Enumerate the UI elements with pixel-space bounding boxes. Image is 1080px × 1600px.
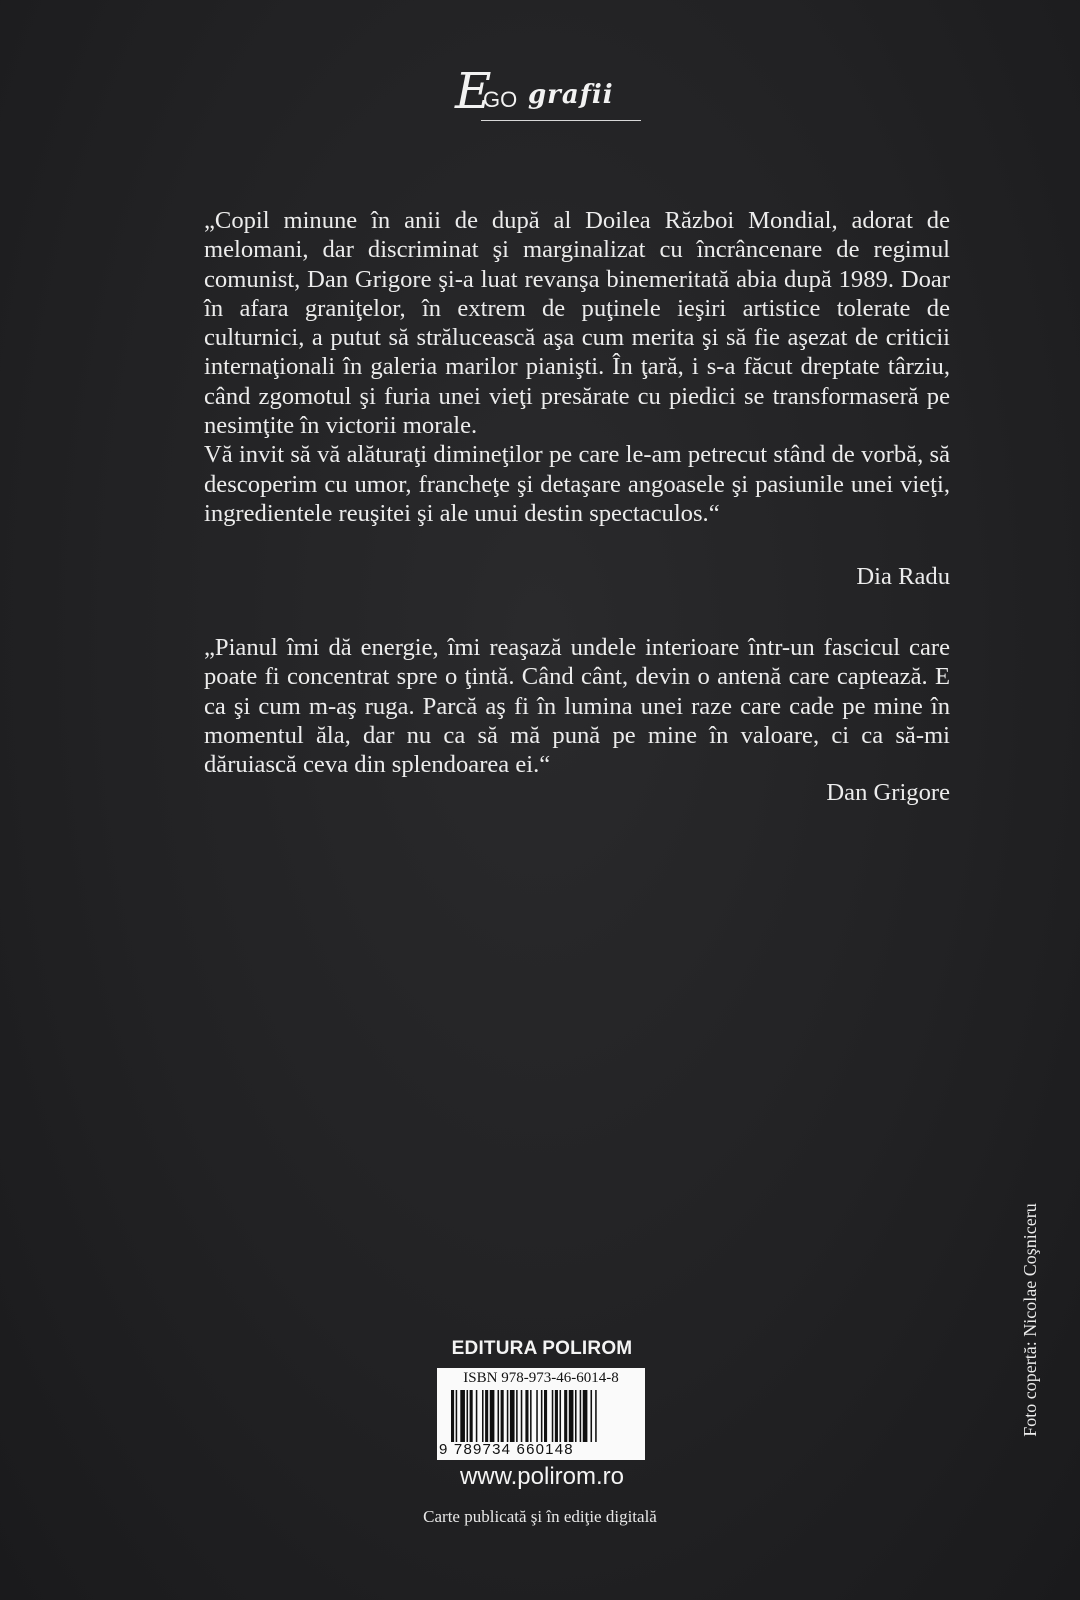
quote-author-dan-grigore: Dan Grigore	[826, 779, 950, 806]
quote-dia-radu	[204, 206, 950, 528]
digital-edition-note: Carte publicată şi în ediţie digitală	[423, 1507, 657, 1526]
egografii-logo	[455, 62, 645, 126]
logo-initial: E	[455, 62, 492, 120]
quote-paragraph-2: Vă invit să vă alăturaţi dimineţilor pe care le-am petrecut stând de vorbă, să descoperim cu umor, francheţe şi detaşare angoasele şi pasiunile unei vieţi, ingredientele reuşitei şi ale unui destin spectaculos.“	[204, 441, 950, 527]
logo-script: grafii	[528, 80, 614, 110]
isbn-number: ISBN 978-973-46-6014-8	[463, 1370, 619, 1386]
quote-author-dia-radu: Dia Radu	[856, 563, 950, 590]
logo-underline	[481, 120, 641, 121]
photo-credit: Foto copertă: Nicolae Coşniceru	[1020, 1203, 1040, 1437]
quote-dan-grigore	[204, 633, 950, 779]
publisher-website: www.polirom.ro	[459, 1463, 625, 1490]
publisher-name: EDITURA POLIROM	[451, 1338, 633, 1359]
isbn-barcode	[437, 1368, 645, 1460]
quote-paragraph: „Pianul îmi dă energie, îmi reaşază undele interioare într-un fascicul care poate fi concentrat spre o ţintă. Când cânt, devin o antenă care captează. E ca şi cum m-aş ruga. Parcă aş fi în lumina unei raze care cade pe mine în momentul ăla, dar nu ca să mă pună pe mine în valoare, ci ca să-mi dăruiască ceva din splendoarea ei.“	[204, 634, 950, 779]
barcode-bars	[451, 1390, 641, 1442]
quote-paragraph-1: „Copil minune în anii de după al Doilea Război Mondial, adorat de melomani, dar discriminat şi marginalizat cu încrâncenare de regimul comunist, Dan Grigore şi-a luat revanşa binemeritată abia după 1989. Doar în afara graniţelor, în extrem de puţinele ieşiri artistice tolerate de culturnici, a putut să strălucească aşa cum merita şi să fie aşezat de criticii internaţionali în galeria marilor pianişti. În ţară, i s-a făcut dreptate târziu, când zgomotul şi furia unei vieţi presărate cu piedici se transformaseră pe nesimţite în victorii morale.	[204, 207, 950, 440]
barcode-digits: 9 789734 660148	[439, 1441, 574, 1458]
logo-go: GO	[483, 87, 518, 112]
